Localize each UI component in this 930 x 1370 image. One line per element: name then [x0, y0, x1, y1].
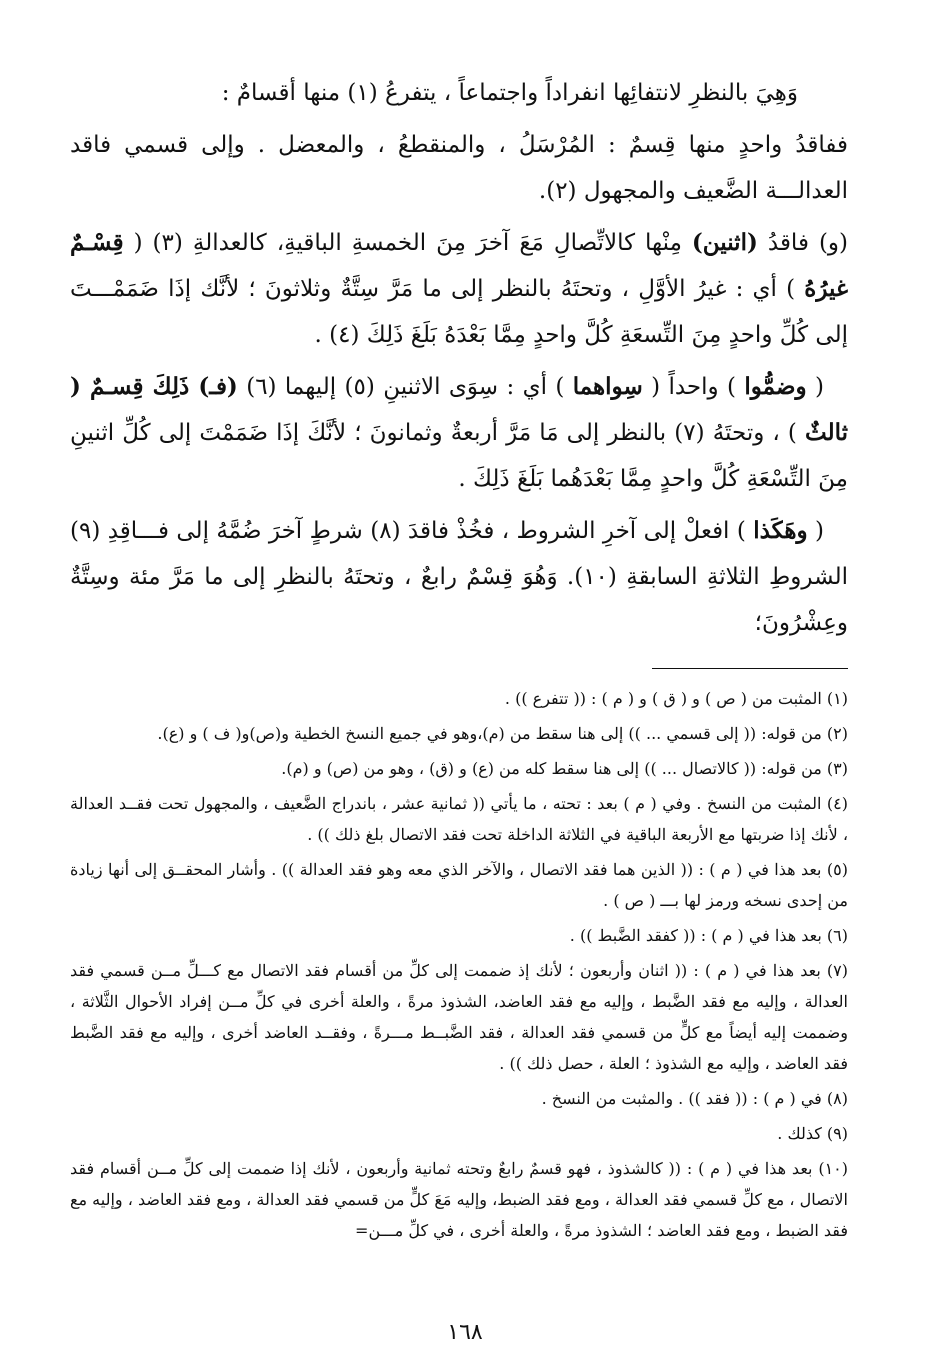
- footnote-1: (١) المثبت من ( ص ) و ( ق ) و ( م ) : (( تتفرع )) .: [504, 689, 848, 708]
- p4-rest: ) ، وتحتَهُ (٧) بالنظر إلى مَا مَرَّ أربعةٌ وثمانونَ ؛ لأنَّكَ إذَا ضَمَمْتَ إلى كُلِّ اثنينِ مِنَ التِّسْعَةِ كُلَّ واحدٍ مِمَّا بَعْدَهُما بَلَغَ ذَلِكَ .: [70, 420, 848, 492]
- p5-rest: ) افعلْ إلى آخرِ الشروط ، فخُذْ فاقدَ (٨) شرطٍ آخرَ ضُمَّهُ إلى فـــاقِدِ (٩) الشروطِ الثلاثةِ السابقةِ (١٠). وَهُوَ قِسْمٌ رابعٌ ، وتحتَهُ بالنظرِ إلى ما مَرَّ مئة وسِتَّةٌ وعِشْرُونَ؛: [70, 518, 848, 636]
- page-number: ١٦٨: [447, 1320, 483, 1345]
- p3-rest: ) أي : غيرُ الأوَّلِ ، وتحتَهُ بالنظر إلى ما مَرَّ سِتَّةٌ وثلاثونَ ؛ لأنَّك إذَا ضَمَمْـــتَ إلى كُلِّ واحدٍ مِنَ التِّسعَةِ كُلَّ واحدٍ مِمَّا بَعْدَهُ بَلَغَ ذَلِكَ (٤) .: [70, 276, 848, 348]
- p5-open: (: [807, 518, 824, 544]
- paragraph-2: ففاقدُ واحدٍ منها قِسمٌ : المُرْسَلُ ، والمنقطعُ ، والمعضل . وإلى قسمي فاقد العدالـــة الضَّعيف والمجهول (٢).: [70, 132, 848, 204]
- footnote-9: (٩) كذلك .: [777, 1124, 848, 1143]
- paragraph-1: وَهِيَ بالنظرِ لانتفائِها انفراداً واجتماعاً ، يتفرعُ (١) منها أقسامٌ :: [221, 80, 798, 106]
- footnote-6: (٦) بعد هذا في ( م ) : (( كفقد الضَّبط )) .: [569, 926, 848, 945]
- p4-mid-1: ) واحداً (: [642, 374, 745, 400]
- p3-open: (و) فاقدُ: [757, 230, 848, 256]
- paragraph-3: [70, 220, 848, 358]
- footnote-10: (١٠) بعد هذا في ( م ) : (( كالشذوذ ، فهو قسمٌ رابعٌ وتحته ثمانية وأربعون ، لأنك إذا ضممت إلى كلِّ مــن أقسام فقد الاتصال ، مع كلِّ قسمي فقد العدالة ، ومع فقد الضبط، وإليه مَعَ كلٍّ من قسمي فقد العدالة ، ومع فقد العاضد ، وإليه مع فقد الضبط ، ومع فقد العاضد ؛ الشذوذ مرةً ، والعلة أخرى ، في كلِّ مـــن=: [70, 1159, 849, 1240]
- paragraph-5: [70, 508, 848, 646]
- p4-bold-3: (فـ) ذَلِكَ قِسـمٌ ( ثالثٌ: [70, 373, 848, 446]
- p3-bold-1: (اثنين): [691, 229, 758, 256]
- footnotes: [70, 683, 848, 1246]
- footnote-5: (٥) بعد هذا في ( م ) : (( الذين هما فقد الاتصال ، والآخر الذي معه وهو فقد العدالة )) . وأشار المحقــق إلى أنها زيادة من إحدى نسخه ورمز لها بـــ ( ص ) .: [70, 860, 848, 910]
- p4-bold-2: سِواهما: [572, 373, 643, 400]
- p3-mid: مِنْها كالاتِّصالِ مَعَ آخرَ مِنَ الخمسةِ الباقيةِ، كالعدالةِ (٣) (: [123, 230, 692, 256]
- footnote-4: (٤) المثبت من النسخ . وفي ( م ) بعد : تحته ، ما يأتي (( ثمانية عشر ، باندراج الضَّعيف ، والمجهول تحت فقــد العدالة ، لأنك إذا ضربتها مع الأربعة الباقية في الثلاثة الداخلة تحت فقد الاتصال بلغ ذلك )) .: [70, 794, 848, 844]
- p4-open: (: [806, 374, 824, 400]
- footnote-7: (٧) بعد هذا في ( م ) : (( اثنان وأربعون ؛ لأنك إذ ضممت إلى كلِّ من أقسام فقد الاتصال مع كـــلِّ مــن قسمي فقد العدالة ، وإليه مع فقد الضَّبط ، وإليه مع فقد العاضد، الشذوذ مرةً ، والعلة أخرى في كلِّ مــن إفراد الأحوال الثَّلاثة ، وضممت إليه أيضاً مع كلٍّ من قسمي فقد العدالة ، فقد الضَّبــط مـــرةً ، وفقــد العاضد أخرى ، وإليه مع فقد الضَّبط فقد العاضد ، وإليه مع الشذوذ ؛ العلة ، حصل ذلك )) .: [70, 961, 849, 1073]
- p4-mid-2: ) أي : سِوَى الاثنينِ (٥) إليهما (٦): [237, 374, 573, 400]
- footnote-3: (٣) من قوله: (( كالاتصال ... )) إلى هنا سقط كله من (ع) و (ق) ، وهو من (ص) و (م).: [281, 759, 848, 778]
- footnote-separator: [652, 668, 848, 669]
- p3-bold-2: قِسْـمٌ غيرُهُ: [70, 229, 848, 302]
- footnote-8: (٨) في ( م ) : (( فقد )) . والمثبت من النسخ .: [541, 1089, 848, 1108]
- paragraph-4: [70, 364, 848, 502]
- p5-bold-1: وهَكَذا: [753, 517, 808, 544]
- p4-bold-1: وضمُّوا: [744, 373, 807, 400]
- page: [70, 70, 848, 1360]
- main-text: [70, 70, 848, 646]
- footnote-2: (٢) من قوله: (( إلى قسمي ... )) إلى هنا سقط من (م)،وهو في جميع النسخ الخطية و(ص)و( ف ) و (ع).: [157, 724, 848, 743]
